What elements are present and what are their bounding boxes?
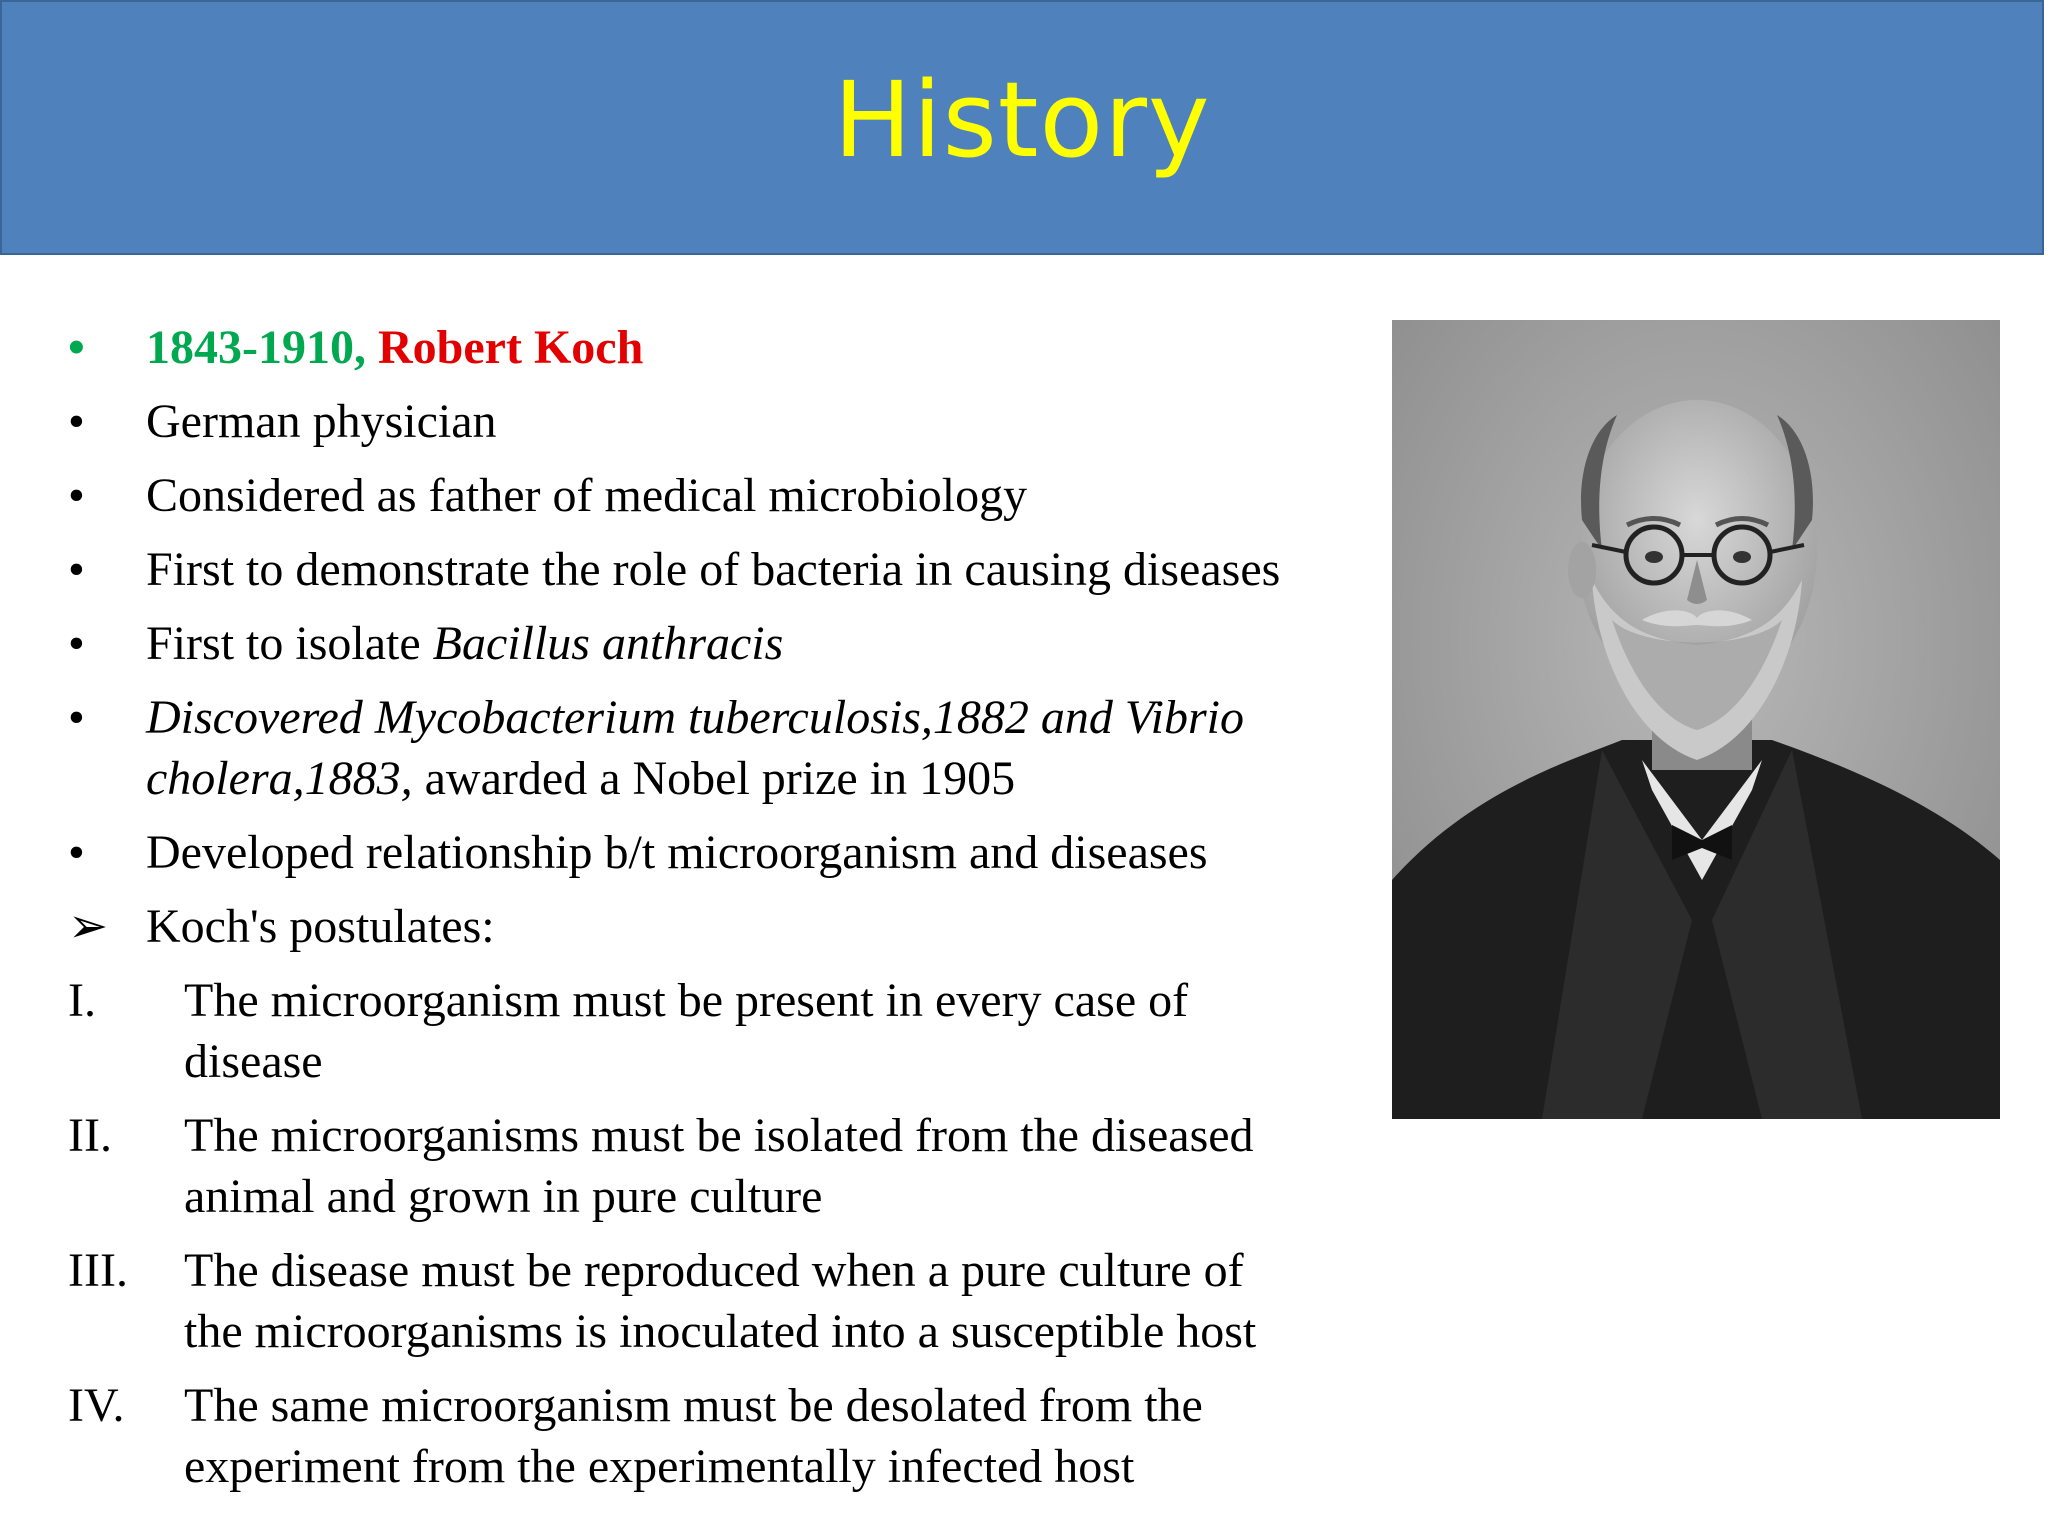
- postulate-numeral: II.: [68, 1109, 112, 1162]
- list-item-text: German physician: [146, 395, 497, 448]
- bullet-icon: •: [68, 543, 85, 596]
- bullet-icon: •: [68, 691, 85, 744]
- postulate-numeral: IV.: [68, 1379, 125, 1432]
- postulates-heading: Koch's postulates:: [146, 900, 495, 953]
- name-text: Robert Koch: [377, 321, 644, 374]
- postulate-text: disease: [184, 1035, 323, 1088]
- bullet-icon: •: [68, 617, 85, 670]
- postulate-numeral: III.: [68, 1244, 128, 1297]
- species-name: Bacillus anthracis: [432, 617, 784, 670]
- list-item-text: Considered as father of medical microbiology: [146, 469, 1028, 522]
- bullet-icon: •: [68, 826, 85, 879]
- bullet-icon: •: [68, 469, 85, 522]
- postulate-numeral: I.: [68, 974, 96, 1027]
- list-item-text: Developed relationship b/t microorganism and diseases: [146, 826, 1208, 879]
- postulate-text: The microorganisms must be isolated from the diseased: [184, 1109, 1254, 1162]
- postulate-text: the microorganisms is inoculated into a susceptible host: [184, 1305, 1257, 1358]
- nobel-text: awarded a Nobel prize in 1905: [412, 752, 1016, 805]
- bullet-icon: •: [68, 395, 85, 448]
- portrait-illustration: [1392, 320, 2000, 1119]
- bullet-icon: •: [68, 321, 85, 374]
- title-bar: [0, 0, 2044, 255]
- postulate-text: animal and grown in pure culture: [184, 1170, 823, 1223]
- years-text: 1843-1910,: [146, 321, 366, 374]
- list-item-text: First to isolate: [146, 617, 433, 670]
- postulate-text: experiment from the experimentally infected host: [184, 1440, 1135, 1493]
- list-item-text: First to demonstrate the role of bacteria in causing diseases: [146, 543, 1281, 596]
- arrow-bullet-icon: ➢: [68, 900, 109, 953]
- discovery-text: cholera,1883,: [146, 752, 413, 805]
- postulate-text: The same microorganism must be desolated from the: [184, 1379, 1203, 1432]
- postulate-text: The disease must be reproduced when a pure culture of: [184, 1244, 1244, 1297]
- postulate-text: The microorganism must be present in every case of: [184, 974, 1189, 1027]
- discovery-text: Discovered Mycobacterium tuberculosis,1882 and Vibrio: [146, 691, 1244, 744]
- portrait-photo: [1392, 320, 2000, 1119]
- slide-title: History: [833, 59, 1211, 181]
